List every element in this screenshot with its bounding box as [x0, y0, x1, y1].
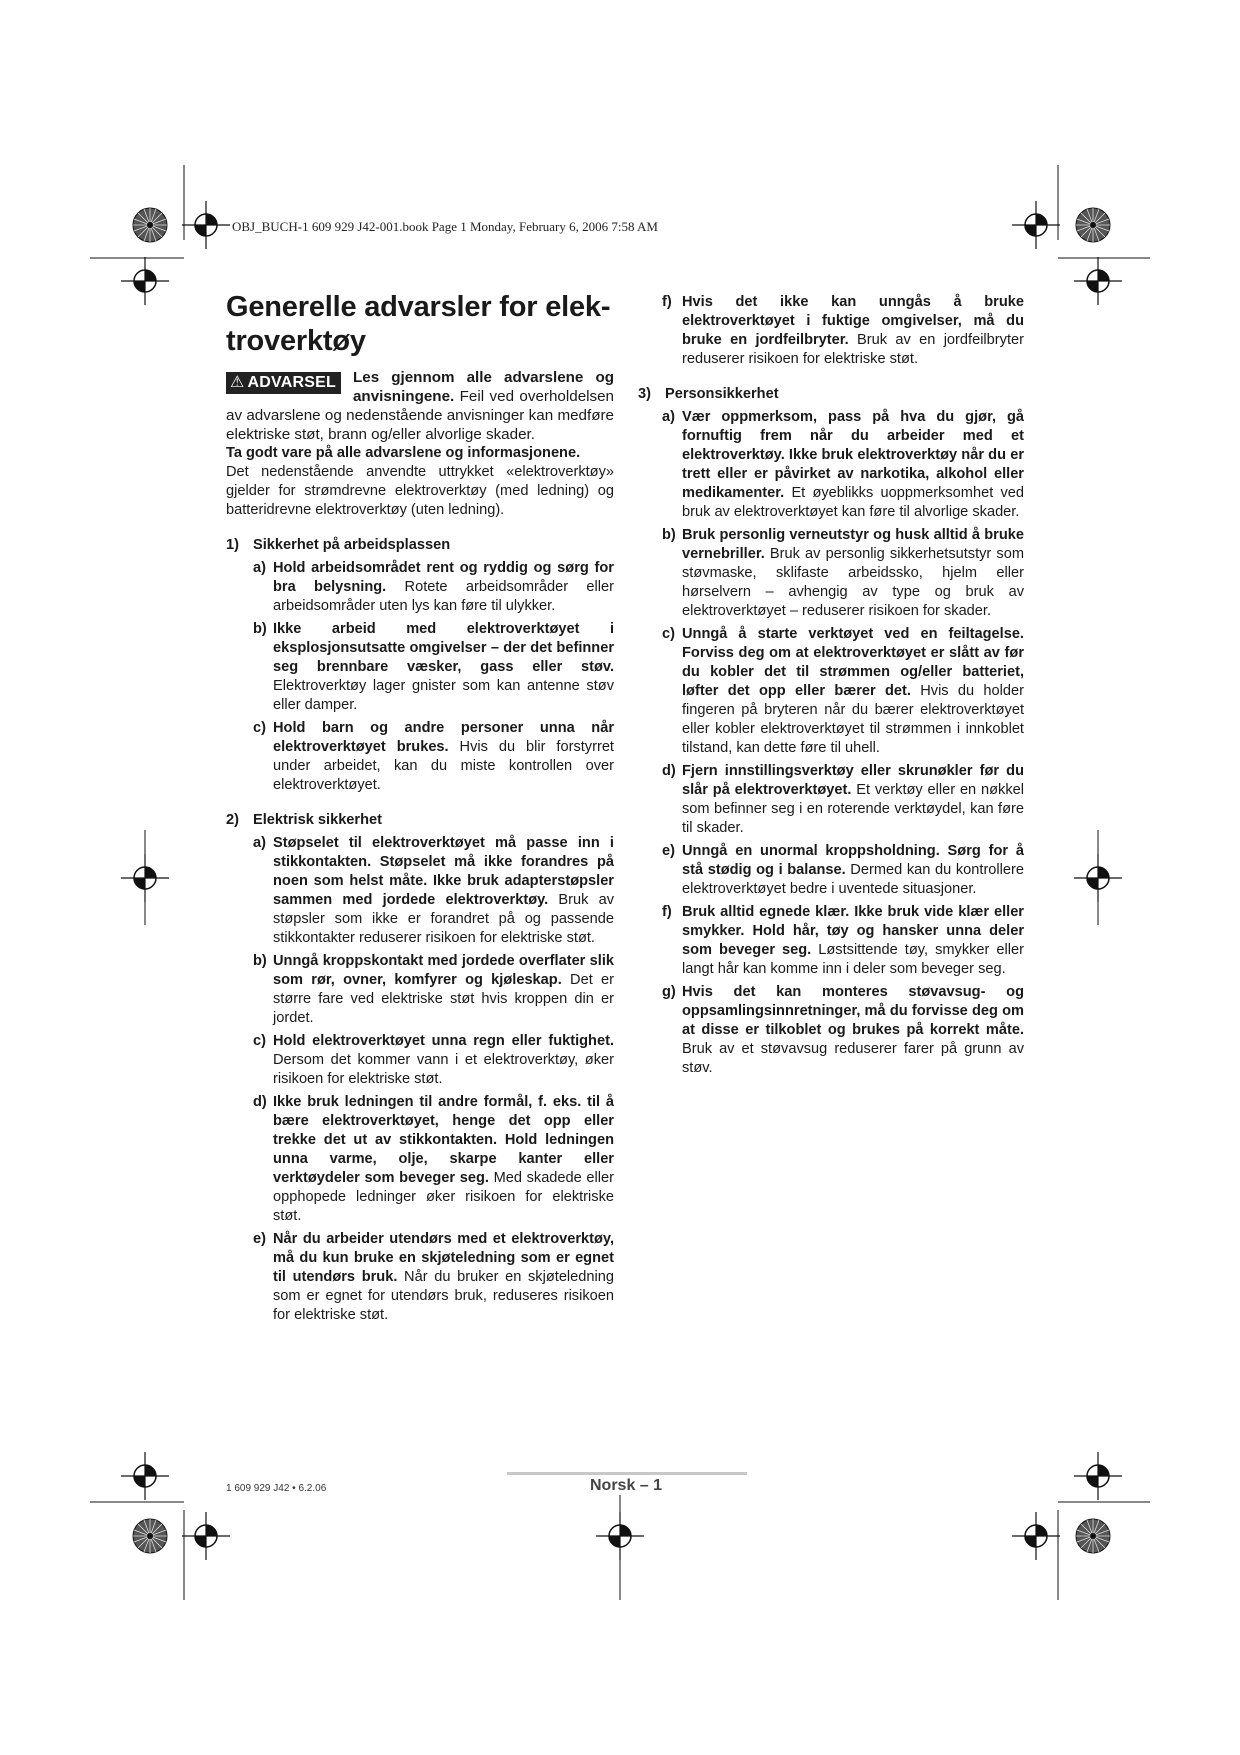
- item-bold: Hvis det kan monteres støvavsug- og oppsamlingsinnretninger, må du forvisse deg om at disse er tilkoblet og brukes på korrekt måte.: [682, 984, 1024, 1038]
- list-item: [253, 834, 614, 948]
- warning-block: [226, 368, 614, 520]
- item-bold: Bruk alltid egnede klær. Ikke bruk vide klær eller smykker. Hold hår, tøy og hansker unna deler som beveger seg.: [682, 904, 1024, 958]
- list-item: [662, 293, 1024, 369]
- list-item: [662, 903, 1024, 979]
- item-text: Dermed kan du kontrollere elektroverktøyet bedre i uventede situasjoner.: [682, 862, 1024, 897]
- item-bold: Ikke arbeid med elektroverktøyet i eksplosjonsutsatte omgivelser – der det befinner seg brennbare væsker, gass eller støv.: [273, 621, 614, 675]
- section-heading: Elektrisk sikkerhet: [253, 812, 382, 828]
- warning-keep: Ta godt vare på alle advarslene og informasjonene.: [226, 445, 581, 461]
- list-item: [253, 1093, 614, 1226]
- item-letter: f): [662, 294, 672, 310]
- list-item: [253, 620, 614, 715]
- item-bold: Hvis det ikke kan unngås å bruke elektroverktøyet i fuktige omgivelser, må du bruke en jordfeilbryter.: [682, 294, 1024, 348]
- item-bold: Fjern innstillingsverktøy eller skrunøkler før du slår på elektroverktøyet.: [682, 763, 1024, 798]
- item-letter: f): [662, 904, 672, 920]
- item-text: Bruk av støpsler som ikke er forandret på og passende stikkontakter reduserer risikoen for elektriske støt.: [273, 892, 614, 946]
- list-item: [662, 762, 1024, 838]
- item-text: Bruk av en jordfeilbryter reduserer risikoen for elektriske støt.: [682, 332, 1024, 367]
- list-item: [662, 526, 1024, 621]
- item-letter: c): [662, 626, 675, 642]
- list-item: [662, 408, 1024, 522]
- registration-cross-icon: [182, 1512, 230, 1560]
- item-bold: Når du arbeider utendørs med et elektroverktøy, må du kun bruke en skjøteledning som er egnet til utendørs bruk.: [273, 1231, 614, 1285]
- list-item: [662, 625, 1024, 758]
- item-text: Det er større fare ved elektriske støt hvis kroppen din er jordet.: [273, 972, 615, 1026]
- item-letter: g): [662, 984, 676, 1000]
- registration-cross-icon: [121, 257, 169, 305]
- registration-cross-icon: [182, 201, 230, 249]
- registration-cross-icon: [1012, 1512, 1060, 1560]
- page-title: Generelle advarsler for elek-troverktøy: [226, 291, 611, 357]
- item-bold: Bruk personlig verneutstyr og husk alltid å bruke vernebriller.: [682, 527, 1024, 562]
- item-letter: a): [253, 835, 266, 851]
- item-text: Bruk av et støvavsug reduserer farer på grunn av støv.: [682, 1041, 1024, 1076]
- item-bold: Hold elektroverktøyet unna regn eller fuktighet.: [273, 1033, 614, 1049]
- item-letter: b): [253, 953, 267, 969]
- item-text: Med skadede eller opphopede ledninger øker risikoen for elektriske støt.: [273, 1170, 614, 1224]
- item-letter: a): [662, 409, 675, 425]
- warning-triangle-icon: ⚠: [230, 374, 245, 391]
- item-bold: Støpselet til elektroverktøyet må passe inn i stikkontakten. Støpselet må ikke forandres på noen som helst måte. Ikke bruk adapterstøpsler sammen med jordede elektroverktøy.: [273, 835, 614, 908]
- section-heading: Personsikkerhet: [665, 386, 779, 402]
- item-letter: d): [253, 1094, 267, 1110]
- list-item: [662, 842, 1024, 899]
- section-heading: Sikkerhet på arbeidsplassen: [253, 537, 451, 553]
- warning-badge: [226, 372, 341, 394]
- item-bold: Hold arbeidsområdet rent og ryddig og sørg for bra belysning.: [273, 560, 614, 595]
- item-text: Dersom det kommer vann i et elektroverktøy, øker risikoen for elektriske støt.: [273, 1052, 614, 1087]
- list-item: [253, 1230, 614, 1325]
- item-text: Bruk av personlig sikkerhetsutstyr som støvmaske, sklifaste arbeidssko, hjelm eller hørselvern – avhengig av type og bruk av elektroverktøyet – reduserer risikoen for skader.: [682, 546, 1024, 619]
- item-text: Hvis du holder fingeren på bryteren når du bærer elektroverktøyet eller kobler elektroverktøyet til strømmen i innkoblet tilstand, kan dette føre til uhell.: [682, 683, 1024, 756]
- item-text: Et øyeblikks uoppmerksomhet ved bruk av elektroverktøyet kan føre til alvorlige skader.: [682, 485, 1024, 520]
- section-3: [638, 385, 1024, 1078]
- section-1: [226, 536, 614, 795]
- footer-page-number: Norsk – 1: [590, 1477, 663, 1494]
- warning-lead: Les gjennom alle advarslene og anvisningene.: [352, 369, 614, 405]
- list-item: [253, 952, 614, 1028]
- item-letter: a): [253, 560, 266, 576]
- warning-badge-label: ADVARSEL: [247, 374, 336, 391]
- item-letter: e): [662, 843, 675, 859]
- item-text: Hvis du blir forstyrret under arbeidet, kan du miste kontrollen over elektroverktøyet.: [273, 739, 614, 793]
- item-text: Løstsittende tøy, smykker eller langt hår kan komme inn i deler som beveger seg.: [682, 942, 1024, 977]
- registration-cross-icon: [1074, 257, 1122, 305]
- list-item: [253, 719, 614, 795]
- footer-rule: [507, 1472, 747, 1475]
- left-column: [226, 290, 614, 1325]
- warning-definition: Det nedenstående anvendte uttrykket «elektroverktøy» gjelder for strømdrevne elektroverktøy (med ledning) og batteridrevne elektroverktøy (uten ledning).: [226, 464, 614, 518]
- section-number: 2): [226, 812, 239, 828]
- list-item: [662, 983, 1024, 1078]
- item-text: Et verktøy eller en nøkkel som befinner seg i en roterende verktøydel, kan føre til skader.: [682, 782, 1024, 836]
- registration-wheel-icon: [133, 208, 167, 242]
- registration-cross-icon: [121, 1452, 169, 1500]
- file-header: OBJ_BUCH-1 609 929 J42-001.book Page 1 Monday, February 6, 2006 7:58 AM: [232, 219, 658, 234]
- registration-wheel-icon: [133, 1519, 167, 1553]
- item-bold: Unngå å starte verktøyet ved en feiltagelse. Forviss deg om at elektroverktøyet er slått av før du kobler det til strømmen og/eller batteriet, løfter det opp eller bærer det.: [682, 626, 1024, 699]
- item-bold: Ikke bruk ledningen til andre formål, f. eks. til å bære elektroverktøyet, henge det opp eller trekke det ut av stikkontakten. Hold ledningen unna varme, olje, skarpe kanter eller verktøydeler som beveger seg.: [273, 1094, 614, 1186]
- item-text: Elektroverktøy lager gnister som kan antenne støv eller damper.: [273, 678, 614, 713]
- item-bold: Hold barn og andre personer unna når elektroverktøyet brukes.: [273, 720, 614, 755]
- footer-doc-number: 1 609 929 J42 • 6.2.06: [226, 1483, 327, 1494]
- section-2: [226, 811, 614, 1325]
- item-letter: b): [662, 527, 676, 543]
- list-item: [253, 559, 614, 616]
- section-number: 3): [638, 386, 651, 402]
- right-column: [638, 293, 1024, 1078]
- item-letter: c): [253, 1033, 266, 1049]
- item-bold: Unngå en unormal kroppsholdning. Sørg for å stå stødig og i balanse.: [682, 843, 1024, 878]
- registration-wheel-icon: [1076, 208, 1110, 242]
- item-text: Rotete arbeidsområder eller arbeidsområder uten lys kan føre til ulykker.: [273, 579, 614, 614]
- list-item: [253, 1032, 614, 1089]
- section-number: 1): [226, 537, 239, 553]
- item-text: Når du bruker en skjøteledning som er egnet for utendørs bruk, reduseres risikoen for elektriske støt.: [273, 1269, 614, 1323]
- item-letter: e): [253, 1231, 266, 1247]
- item-letter: d): [662, 763, 676, 779]
- item-bold: Vær oppmerksom, pass på hva du gjør, gå fornuftig frem når du arbeider med et elektroverktøy. Ikke bruk elektroverktøy når du er trett eller er påvirket av narkotika, alkohol eller medikamenter.: [682, 409, 1024, 501]
- item-bold: Unngå kroppskontakt med jordede overflater slik som rør, ovner, komfyrer og kjøleskap.: [273, 953, 614, 988]
- registration-wheel-icon: [1076, 1519, 1110, 1553]
- registration-cross-icon: [1074, 1452, 1122, 1500]
- item-letter: b): [253, 621, 267, 637]
- item-letter: c): [253, 720, 266, 736]
- registration-cross-icon: [1012, 201, 1060, 249]
- warning-text: Feil ved overholdelsen av advarslene og nedenstående anvisninger kan medføre elektriske støt, brann og/eller alvorlige skader.: [226, 388, 614, 443]
